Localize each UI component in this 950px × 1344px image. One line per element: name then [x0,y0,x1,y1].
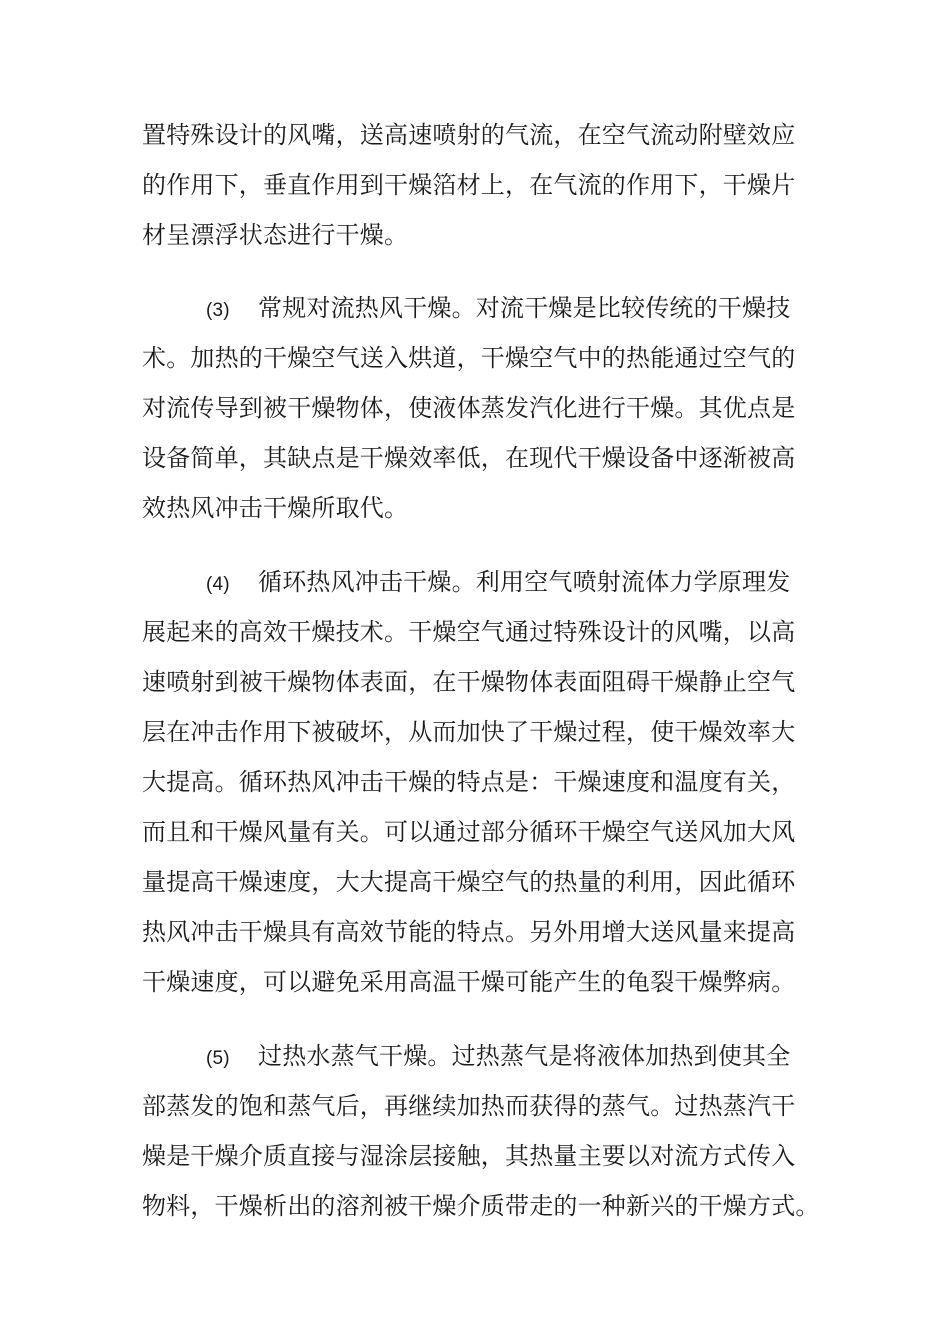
text-line-content: 过热水蒸气干燥。过热蒸气是将液体加热到使其全 [258,1042,791,1070]
text-line: 对流传导到被干燥物体，使液体蒸发汽化进行干燥。其优点是 [142,394,796,422]
text-line: 置特殊设计的风嘴，送高速喷射的气流，在空气流动附壁效应 [142,121,796,149]
item-number: (3) [206,300,230,321]
text-line: 的作用下，垂直作用到干燥箔材上，在气流的作用下，干燥片 [142,171,796,199]
paragraph-continuation [142,110,822,260]
text-line: 大提高。循环热风冲击干燥的特点是：干燥速度和温度有关， [142,768,796,796]
text-line: 层在冲击作用下被破坏，从而加快了干燥过程，使干燥效率大 [142,718,796,746]
text-line: 物料，干燥析出的溶剂被干燥介质带走的一种新兴的干燥方式。 [142,1192,820,1220]
text-line-first [142,557,822,607]
text-line: 热风冲击干燥具有高效节能的特点。另外用增大送风量来提高 [142,918,796,946]
text-line: 干燥速度，可以避免采用高温干燥可能产生的龟裂干燥弊病。 [142,968,796,996]
paragraph-item-5 [142,1031,822,1231]
paragraph-item-3 [142,283,822,533]
paragraph-item-4 [142,557,822,1007]
text-line: 效热风冲击干燥所取代。 [142,494,409,522]
text-line: 速喷射到被干燥物体表面，在干燥物体表面阻碍干燥静止空气 [142,668,796,696]
text-line: 而且和干燥风量有关。可以通过部分循环干燥空气送风加大风 [142,818,796,846]
text-line-content: 循环热风冲击干燥。利用空气喷射流体力学原理发 [258,568,791,596]
text-line: 设备简单，其缺点是干燥效率低，在现代干燥设备中逐渐被高 [142,444,796,472]
text-line: 部蒸发的饱和蒸气后，再继续加热而获得的蒸气。过热蒸汽干 [142,1092,796,1120]
item-number: (4) [206,574,230,595]
text-line: 燥是干燥介质直接与湿涂层接触，其热量主要以对流方式传入 [142,1142,796,1170]
text-line-first [142,1031,822,1081]
item-number: (5) [206,1048,230,1069]
text-line: 展起来的高效干燥技术。干燥空气通过特殊设计的风嘴，以高 [142,618,796,646]
text-line: 材呈漂浮状态进行干燥。 [142,221,409,249]
text-line: 术。加热的干燥空气送入烘道，干燥空气中的热能通过空气的 [142,344,796,372]
text-line-first [142,283,822,333]
text-line-content: 常规对流热风干燥。对流干燥是比较传统的干燥技 [258,294,791,322]
text-line: 量提高干燥速度，大大提高干燥空气的热量的利用，因此循环 [142,868,796,896]
